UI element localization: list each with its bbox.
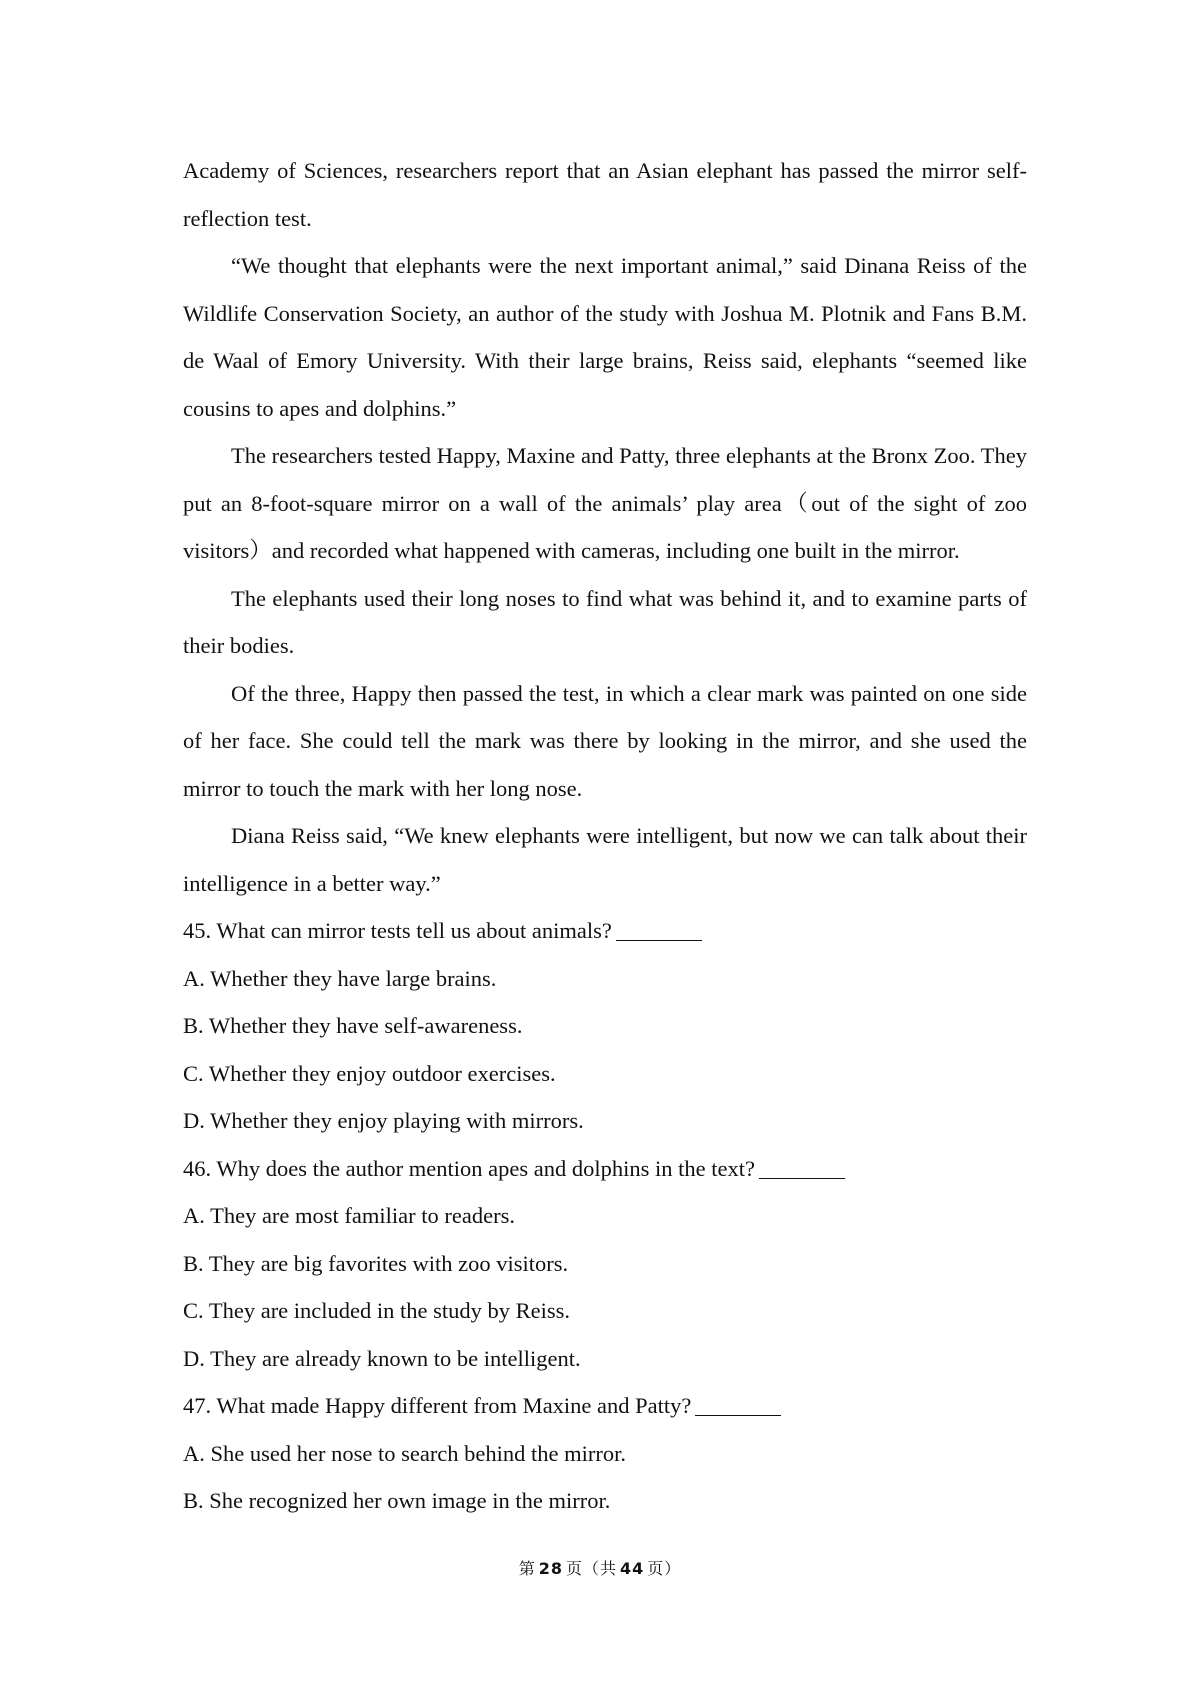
footer-suffix: 页） — [647, 1559, 682, 1578]
question-stem-text: 45. What can mirror tests tell us about animals? — [183, 918, 612, 943]
answer-option: D. Whether they enjoy playing with mirrors. — [183, 1108, 584, 1133]
passage-paragraph: Diana Reiss said, “We knew elephants were intelligent, but now we can talk about their intelligence in a better way.” — [183, 823, 1027, 896]
answer-option: A. Whether they have large brains. — [183, 965, 497, 991]
question-stem — [183, 907, 1027, 955]
page-number: 28 — [538, 1559, 563, 1578]
question-46 — [183, 1145, 1027, 1383]
answer-blank — [759, 1177, 845, 1179]
passage-paragraph: “We thought that elephants were the next important animal,” said Dinana Reiss of the Wildlife Conservation Society, an author of the study with Joshua M. Plotnik and Fans B.M. de Waal of Emory University. With their large brains, Reiss said, elephants “seemed like cousins to apes and dolphins.” — [183, 253, 1027, 421]
answer-option: D. They are already known to be intelligent. — [183, 1345, 581, 1371]
passage-paragraph: Of the three, Happy then passed the test, in which a clear mark was painted on one side of her face. She could tell the mark was there by looking in the mirror, and she used the mirror to touch the mark with her long nose. — [183, 680, 1027, 801]
question-47 — [183, 1382, 1027, 1525]
passage-paragraph: The elephants used their long noses to find what was behind it, and to examine parts of their bodies. — [183, 585, 1027, 658]
passage-paragraph: Academy of Sciences, researchers report that an Asian elephant has passed the mirror self-reflection test. — [183, 158, 1027, 231]
question-stem — [183, 1382, 1027, 1430]
footer-prefix: 第 — [518, 1559, 536, 1578]
question-stem-text: 46. Why does the author mention apes and dolphins in the text? — [183, 1155, 755, 1181]
answer-option: B. Whether they have self-awareness. — [183, 1013, 523, 1038]
answer-blank — [695, 1414, 781, 1416]
footer-middle: 页（共 — [565, 1559, 617, 1578]
answer-option: B. They are big favorites with zoo visitors. — [183, 1250, 569, 1276]
question-stem — [183, 1145, 1027, 1193]
answer-option: A. They are most familiar to readers. — [183, 1203, 515, 1228]
page-footer — [0, 1556, 1200, 1579]
total-pages: 44 — [620, 1559, 645, 1578]
page-content — [183, 147, 1027, 1525]
answer-option: C. They are included in the study by Reiss. — [183, 1298, 571, 1323]
question-stem-text: 47. What made Happy different from Maxine and Patty? — [183, 1393, 692, 1418]
answer-option: C. Whether they enjoy outdoor exercises. — [183, 1060, 556, 1086]
answer-option: A. She used her nose to search behind the mirror. — [183, 1440, 627, 1466]
question-45 — [183, 907, 1027, 1145]
answer-blank — [616, 939, 702, 941]
answer-option: B. She recognized her own image in the mirror. — [183, 1488, 611, 1513]
passage-paragraph: The researchers tested Happy, Maxine and Patty, three elephants at the Bronx Zoo. They put an 8-foot-square mirror on a wall of the animals’ play area（out of the sight of zoo visitors）and recorded what happened with cameras, including one built in the mirror. — [183, 443, 1027, 563]
